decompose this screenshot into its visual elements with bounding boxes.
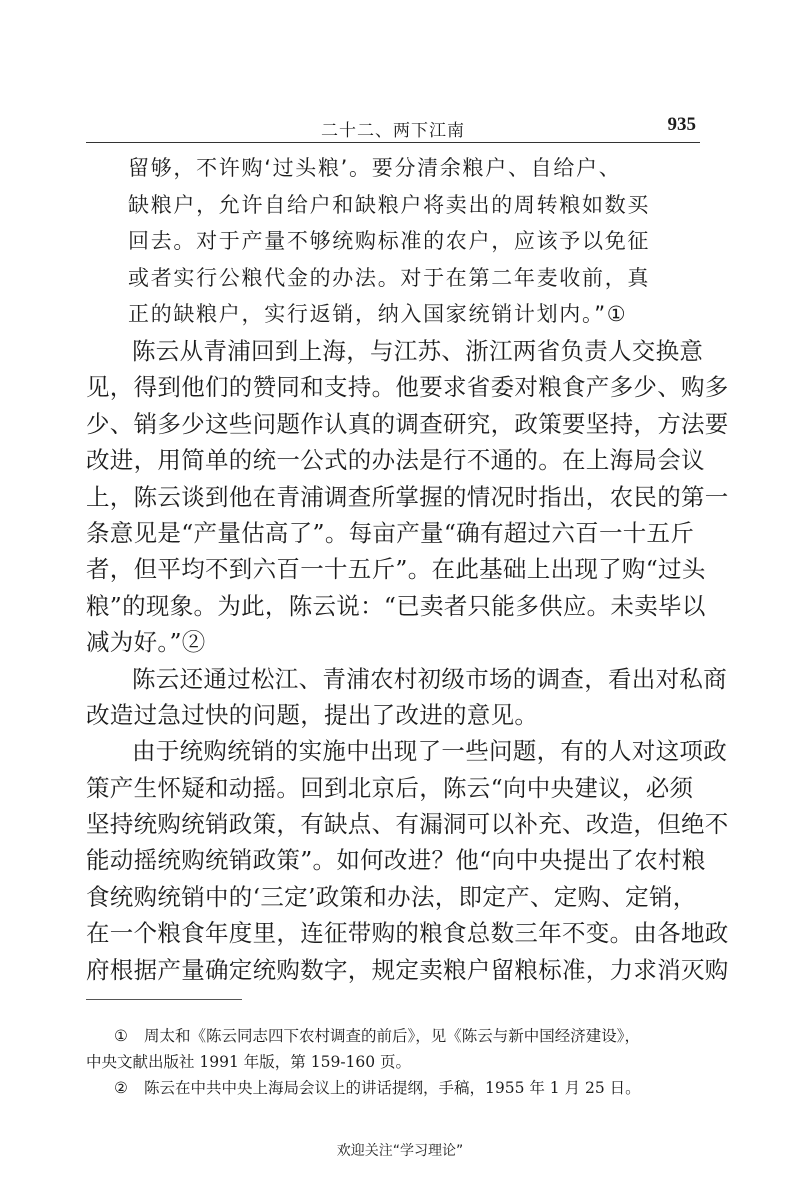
body-text xyxy=(86,333,729,988)
running-header xyxy=(86,108,700,143)
footnote-marker: ② xyxy=(114,1079,128,1097)
body-line: 府根据产量确定统购数字，规定卖粮户留粮标准，力求消灭购 xyxy=(86,955,729,984)
quotation-block xyxy=(128,150,680,333)
chapter-title: 二十二、两下江南 xyxy=(321,121,465,141)
quote-line: 或者实行公粮代金的办法。对于在第二年麦收前，真 xyxy=(128,265,651,290)
footnote-text: 周太和《陈云同志四下农村调查的前后》，见《陈云与新中国经济建设》， xyxy=(144,1027,641,1045)
body-line: 上，陈云谈到他在青浦调查所掌握的情况时指出，农民的第一 xyxy=(86,482,729,511)
body-line: 少、销多少这些问题作认真的调查研究，政策要坚持，方法要 xyxy=(86,409,729,438)
footnote-divider xyxy=(86,999,242,1000)
footnote-1-continuation: 中央文献出版社 1991 年版，第 159-160 页。 xyxy=(86,1053,412,1071)
body-line: 减为好。”② xyxy=(86,628,206,657)
page-number: 935 xyxy=(667,114,696,135)
footnote-1 xyxy=(86,1023,702,1049)
body-line: 在一个粮食年度里，连征带购的粮食总数三年不变。由各地政 xyxy=(86,919,729,948)
body-line: 见，得到他们的赞同和支持。他要求省委对粮食产多少、购多 xyxy=(86,373,729,402)
quote-line: 回去。对于产量不够统购标准的农户，应该予以免征 xyxy=(128,229,651,253)
body-line: 条意见是“产量估高了”。每亩产量“确有超过六百一十五斤 xyxy=(86,518,695,547)
body-line: 策产生怀疑和动摇。回到北京后，陈云“向中央建议，必须 xyxy=(86,773,694,802)
bottom-caption: 欢迎关注“学习理论” xyxy=(336,1143,464,1159)
body-line: 改进，用简单的统一公式的办法是行不通的。在上海局会议 xyxy=(86,446,705,475)
footnote-marker: ① xyxy=(114,1027,128,1045)
body-line: 坚持统购统销政策，有缺点、有漏洞可以补充、改造，但绝不 xyxy=(86,810,729,839)
quote-line: 留够，不许购‘过头粮’。要分清余粮户、自给户、 xyxy=(128,156,622,180)
quote-line: 缺粮户，允许自给户和缺粮户将卖出的周转粮如数买 xyxy=(128,192,651,217)
footnotes xyxy=(86,1023,702,1101)
body-line: 陈云还通过松江、青浦农村初级市场的调查，看出对私商 xyxy=(132,664,727,693)
body-line: 由于统购统销的实施中出现了一些问题，有的人对这项政 xyxy=(132,737,727,766)
quote-line: 正的缺粮户，实行返销，纳入国家统销计划内。”① xyxy=(128,302,628,326)
body-line: 改造过急过快的问题，提出了改进的意见。 xyxy=(86,700,539,729)
body-line: 能动摇统购统销政策”。如何改进？他“向中央提出了农村粮 xyxy=(86,846,706,875)
body-line: 粮”的现象。为此，陈云说：“已卖者只能多供应。未卖毕以 xyxy=(86,591,706,620)
footnote-text: 陈云在中共中央上海局会议上的讲话提纲，手稿，1955 年 1 月 25 日。 xyxy=(144,1079,641,1097)
body-line: 者，但平均不到六百一十五斤”。在此基础上出现了购“过头 xyxy=(86,555,706,584)
body-line: 陈云从青浦回到上海，与江苏、浙江两省负责人交换意 xyxy=(132,337,704,365)
footnote-2 xyxy=(86,1075,702,1101)
body-line: 食统购统销中的‘三定’政策和办法，即定产、定购、定销， xyxy=(86,882,697,911)
